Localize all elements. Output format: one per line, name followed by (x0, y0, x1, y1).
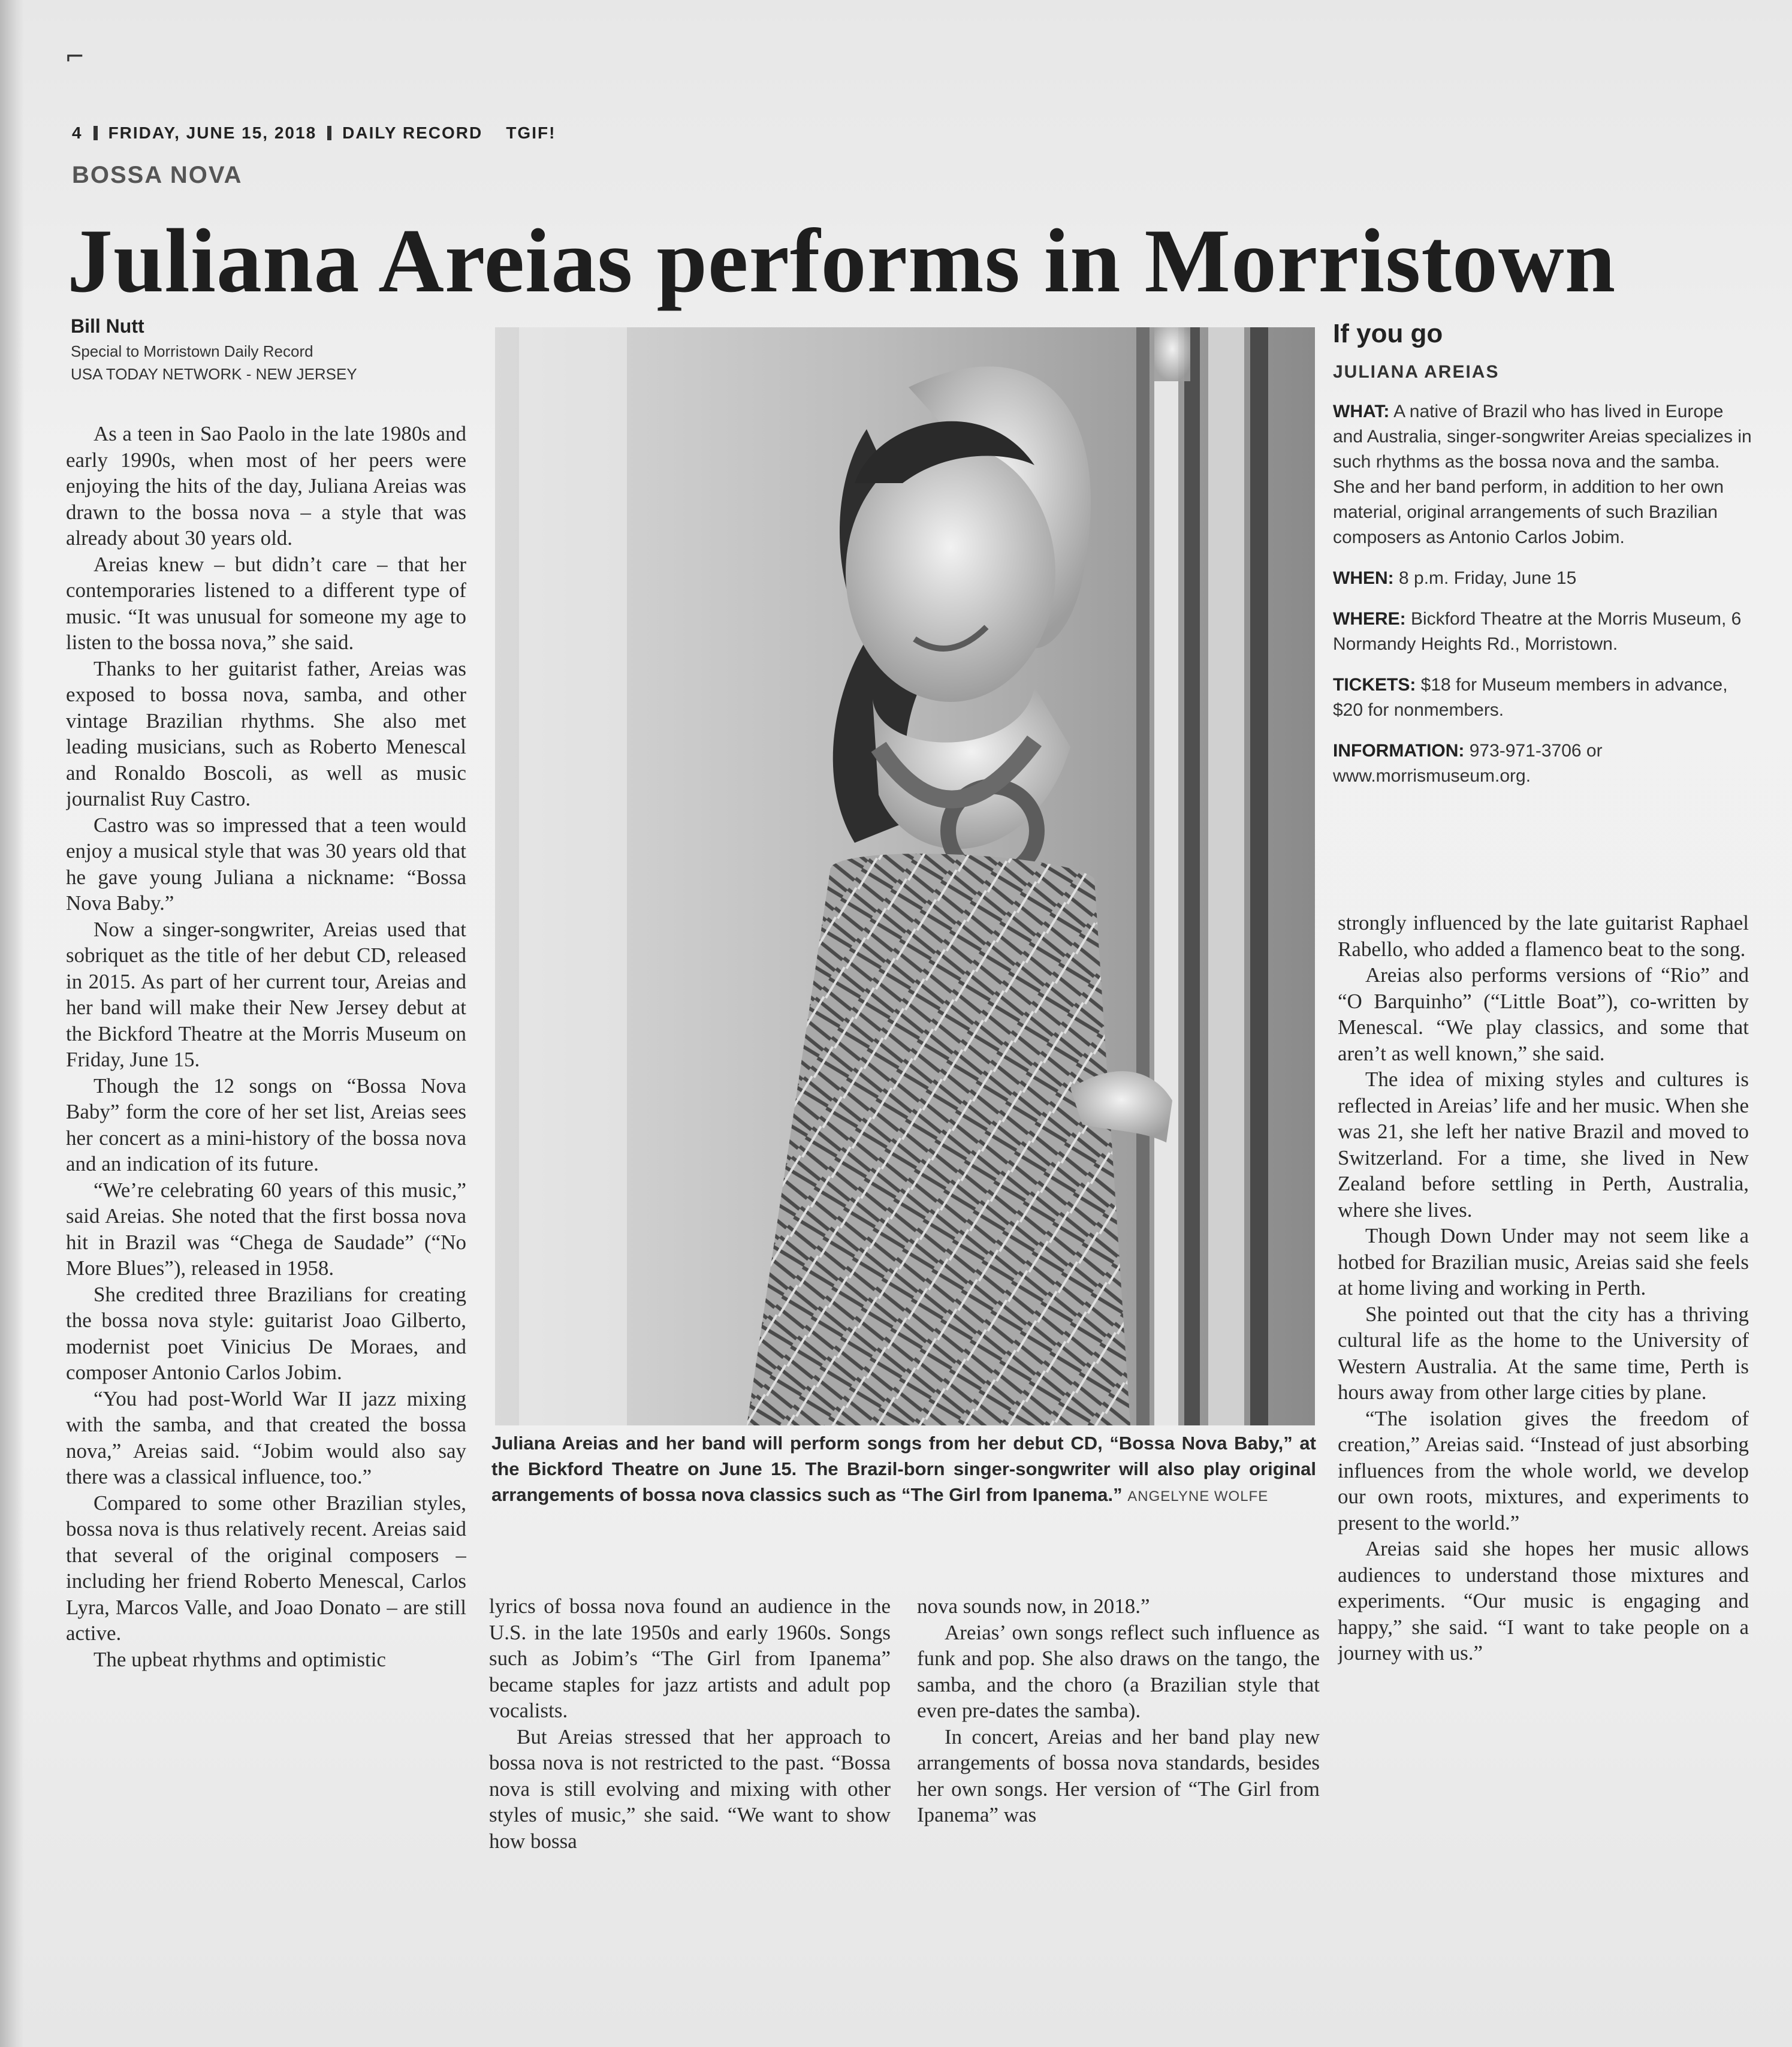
story-paragraph: “We’re celebrating 60 years of this music,” said Areias. She noted that the first bossa nova hit in Brazil was “Chega de Saudade” (“No More Blues”), released in 1958. (66, 1178, 466, 1280)
story-column-1 (66, 421, 466, 1871)
section-kicker: BOSSA NOVA (72, 162, 243, 188)
story-paragraph: “The isolation gives the freedom of creation,” Areias said. “Instead of just absorbing influences from the whole world, we develop our own roots, mixtures, and experiments to present to the world.” (1338, 1406, 1749, 1535)
info-label: WHEN: (1333, 568, 1394, 588)
story-paragraph: Areias said she hopes her music allows audiences to understand those mixtures and experiments. “Our music is engaging and happy,” she said. “I want to take people on a journey with us.” (1338, 1537, 1749, 1665)
headline: Juliana Areias performs in Morristown (67, 210, 1616, 311)
info-value: 973-971-3706 or www.morrismuseum.org. (1333, 741, 1603, 786)
info-box (1333, 319, 1752, 804)
author-name: Bill Nutt (71, 315, 144, 337)
story-paragraph: The idea of mixing styles and cultures is reflected in Areias’ life and her music. When she was 21, she left her native Brazil and moved to Switzerland. For a time, she lived in New Zealand before settling in Perth, Australia, where she lives. (1338, 1068, 1749, 1222)
author-network: USA TODAY NETWORK - NEW JERSEY (71, 365, 357, 383)
story-paragraph: strongly influenced by the late guitarist Raphael Rabello, who added a flamenco beat to the song. (1338, 911, 1749, 961)
story-paragraph: nova sounds now, in 2018.” (917, 1594, 1150, 1618)
info-value: A native of Brazil who has lived in Europe and Australia, singer-songwriter Areias specializes in such rhythms as the bossa nova and the samba. She and her band perform, in addition to her own material, original arrangements of such Brazilian composers as Antonio Carlos Jobim. (1333, 402, 1752, 547)
story-paragraph: Castro was so impressed that a teen would enjoy a musical style that was 30 years old that he gave young Juliana a nickname: “Bossa Nova Baby.” (66, 813, 466, 915)
byline (71, 315, 357, 385)
photo-illustration (495, 327, 1315, 1425)
info-box-subheading: JULIANA AREIAS (1333, 362, 1500, 382)
story-paragraph: Compared to some other Brazilian styles, bossa nova is thus relatively recent. Areias said that several of the original composers – including her friend Roberto Menescal, Carlos Lyra, Marcos Valle, and Joao Donato – are still active. (66, 1491, 466, 1645)
article-photo (495, 327, 1315, 1425)
story-paragraph: As a teen in Sao Paolo in the late 1980s and early 1990s, when most of her peers were enjoying the hits of the day, Juliana Areias was drawn to the bossa nova – a style that was already about 30 years old. (66, 422, 466, 550)
info-box-heading: If you go (1333, 319, 1443, 348)
info-value: Bickford Theatre at the Morris Museum, 6 Normandy Heights Rd., Morristown. (1333, 609, 1742, 654)
story-paragraph: Though Down Under may not seem like a hotbed for Brazilian music, Areias said she feels at home living and working in Perth. (1338, 1224, 1749, 1300)
story-column-4 (1338, 910, 1749, 1869)
story-paragraph: Now a singer-songwriter, Areias used that sobriquet as the title of her debut CD, released in 2015. As part of her current tour, Areias and her band will make their New Jersey debut at the Bickford Theatre at the Morris Museum on Friday, June 15. (66, 917, 466, 1071)
folio-separator (327, 126, 331, 140)
story-column-2 (489, 1593, 891, 1869)
caption-text: Juliana Areias and her band will perform songs from her debut CD, “Bossa Nova Baby,” at the Bickford Theatre on June 15. The Brazil-born singer-songwriter will also play original arrangements of bossa nova classics such as “The Girl from Ipanema.” (491, 1433, 1316, 1505)
story-column-3 (917, 1593, 1320, 1869)
story-paragraph: lyrics of bossa nova found an audience in the U.S. in the late 1950s and early 1960s. Songs such as Jobim’s “The Girl from Ipanema” became staples for jazz artists and adult pop vocalists. (489, 1594, 891, 1722)
info-information (1333, 738, 1752, 789)
story-paragraph: The upbeat rhythms and optimistic (93, 1647, 386, 1671)
photo-caption (491, 1430, 1316, 1508)
info-what (1333, 399, 1752, 550)
story-paragraph: She credited three Brazilians for creating the bossa nova style: guitarist Joao Gilberto, modernist poet Vinicius De Moraes, and composer Antonio Carlos Jobim. (66, 1282, 466, 1384)
photo-credit: ANGELYNE WOLFE (1127, 1488, 1269, 1505)
story-paragraph: In concert, Areias and her band play new arrangements of bossa nova standards, besides her own songs. Her version of “The Girl from Ipanema” was (917, 1725, 1320, 1826)
info-when (1333, 566, 1752, 591)
info-where (1333, 607, 1752, 657)
paper-name: DAILY RECORD (342, 123, 483, 142)
info-value: $18 for Museum members in advance, $20 for nonmembers. (1333, 675, 1728, 720)
page-number: 4 (72, 123, 83, 142)
info-value: 8 p.m. Friday, June 15 (1399, 568, 1577, 588)
folio-separator (93, 126, 98, 140)
story-paragraph: Areias’ own songs reflect such influence as funk and pop. She also draws on the tango, the samba, and the choro (a Brazilian style that even pre-dates the samba). (917, 1620, 1320, 1722)
story-paragraph: But Areias stressed that her approach to bossa nova is not restricted to the past. “Bossa nova is still evolving and mixing with other styles of music,” she said. “We want to show how bossa (489, 1725, 891, 1853)
story-paragraph: “You had post-World War II jazz mixing with the samba, and that created the bossa nova,” Areias said. “Jobim would also say there was a classical influence, too.” (66, 1386, 466, 1488)
section-name: TGIF! (506, 123, 556, 142)
page-edge-shadow (0, 0, 24, 2047)
folio-date: FRIDAY, JUNE 15, 2018 (108, 123, 317, 142)
info-tickets (1333, 673, 1752, 723)
crop-mark: ⌐ (65, 43, 85, 71)
story-paragraph: Though the 12 songs on “Bossa Nova Baby” form the core of her set list, Areias sees her concert as a mini-history of the bossa nova and an indication of its future. (66, 1074, 466, 1175)
folio-line (72, 123, 556, 143)
author-affiliation: Special to Morristown Daily Record (71, 342, 313, 360)
info-label: INFORMATION: (1333, 741, 1465, 761)
story-paragraph: Areias also performs versions of “Rio” and “O Barquinho” (“Little Boat”), co-written by Menescal. “We play classics, and some that aren’t as well known,” she said. (1338, 963, 1749, 1065)
info-label: WHAT: (1333, 402, 1390, 421)
info-label: WHERE: (1333, 609, 1406, 629)
story-paragraph: She pointed out that the city has a thriving cultural life as the home to the University of Western Australia. At the same time, Perth is hours away from other large cities by plane. (1338, 1302, 1749, 1404)
info-label: TICKETS: (1333, 675, 1416, 695)
story-paragraph: Areias knew – but didn’t care – that her contemporaries listened to a different type of music. “It was unusual for someone my age to listen to the bossa nova,” she said. (66, 552, 466, 654)
story-paragraph: Thanks to her guitarist father, Areias was exposed to bossa nova, samba, and other vintage Brazilian rhythms. She also met leading musicians, such as Roberto Menescal and Ronaldo Boscoli, as well as music journalist Ruy Castro. (66, 656, 466, 810)
